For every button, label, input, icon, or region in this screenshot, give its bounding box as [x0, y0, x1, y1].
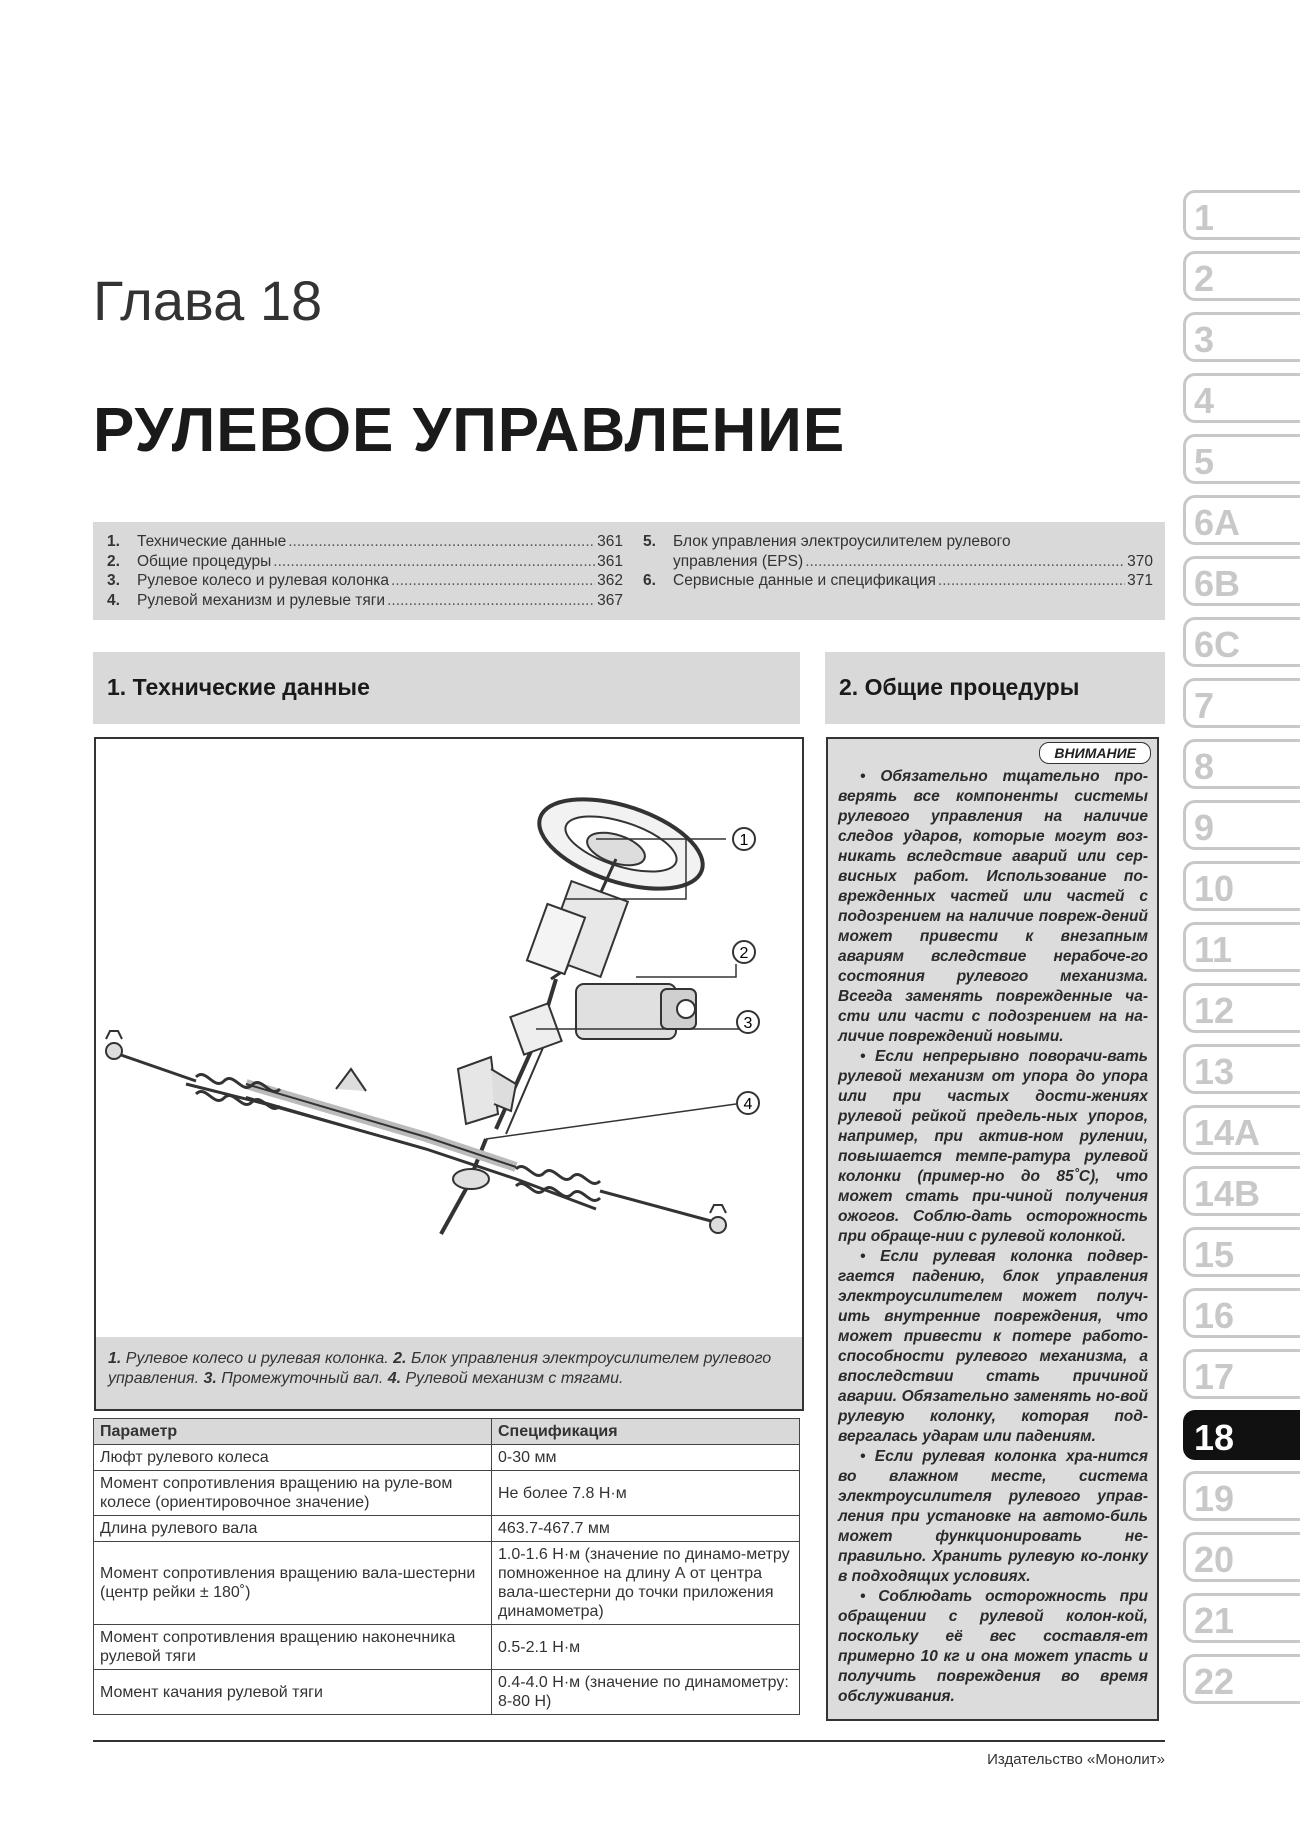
toc-leader — [805, 552, 1125, 572]
figure-caption — [96, 1337, 802, 1409]
toc-item-title: Рулевое колесо и рулевая колонка — [137, 572, 390, 589]
toc-item[interactable] — [643, 532, 1153, 552]
table-row — [94, 1625, 800, 1670]
toc-item-number: 3. — [107, 572, 120, 589]
table-row — [94, 1670, 800, 1715]
section-header-general-procedures — [825, 652, 1165, 724]
toc-leader — [273, 552, 595, 572]
table-cell-parameter: Момент сопротивления вращению вала-шестерни (центр рейки ± 180˚) — [94, 1542, 492, 1625]
toc-item-number: 2. — [107, 552, 120, 570]
toc-item-number: 6. — [643, 572, 656, 589]
chapter-tab-17[interactable]: 17 — [1183, 1349, 1300, 1399]
toc-item-number: 5. — [643, 533, 656, 550]
caption-num-4: 4. — [387, 1370, 402, 1387]
chapter-tab-14a[interactable]: 14A — [1183, 1105, 1300, 1155]
toc-item-page: 362 — [597, 572, 623, 589]
table-row — [94, 1516, 800, 1542]
table-cell-value: Не более 7.8 Н·м — [492, 1471, 800, 1516]
warning-paragraph: • Если рулевая колонка подвер-гается падению, блок управления электроусилителем может получ-ить внутренние повреждения, что может привести к потере работо-способности рулевого механизма, а впоследствии стать причиной аварии. Обязательно заменять но-вой рулевую колонку, которая под-вергалась ударам или падениям. — [838, 1248, 1148, 1445]
toc-item[interactable] — [107, 571, 623, 591]
table-header-row — [94, 1419, 800, 1445]
chapter-tab-15[interactable]: 15 — [1183, 1227, 1300, 1277]
chapter-tab-2[interactable]: 2 — [1183, 251, 1300, 301]
table-row — [94, 1471, 800, 1516]
warning-tag: ВНИМАНИЕ — [1039, 742, 1151, 764]
table-cell-parameter: Момент сопротивления вращению наконечника рулевой тяги — [94, 1625, 492, 1670]
table-cell-parameter: Момент качания рулевой тяги — [94, 1670, 492, 1715]
callout-1: 1 — [739, 832, 749, 849]
chapter-tab-13[interactable]: 13 — [1183, 1044, 1300, 1094]
chapter-tab-16[interactable]: 16 — [1183, 1288, 1300, 1338]
toc-item-page: 361 — [597, 533, 623, 550]
toc-item-page: 370 — [1127, 552, 1153, 570]
callout-2: 2 — [739, 945, 749, 962]
toc-leader — [387, 591, 595, 611]
toc-item-continuation[interactable] — [643, 552, 1153, 572]
toc-item-title-line1: Блок управления электроусилителем рулевого — [673, 533, 1011, 550]
chapter-tab-3[interactable]: 3 — [1183, 312, 1300, 362]
toc-item[interactable] — [643, 571, 1153, 591]
table-cell-parameter: Момент сопротивления вращению на руле-вом колесе (ориентировочное значение) — [94, 1471, 492, 1516]
callouts — [733, 828, 759, 1114]
chapter-tab-6a[interactable]: 6A — [1183, 495, 1300, 545]
caption-num-3: 3. — [203, 1370, 217, 1387]
warning-box — [826, 737, 1159, 1721]
chapter-tabs — [1183, 190, 1300, 1715]
chapter-tab-18-active[interactable]: 18 — [1183, 1410, 1300, 1460]
warning-paragraph: • Обязательно тщательно про-верять все компоненты системы рулевого управления на наличие следов ударов, которые могут воз-никать вследствие аварий или сер-висных работ. Использование по-врежденных частей или частей с подозрением на наличие повреж-дений может привести к внезапным авариям вследствие нерабоче-го состояния рулевого механизма. Всегда заменять поврежденные ча-сти или части с подозрением на на-личие повреждений новыми. — [838, 768, 1148, 1045]
section-title: 1. Технические данные — [107, 674, 370, 700]
publisher-label: Издательство «Монолит» — [987, 1751, 1165, 1768]
chapter-tab-11[interactable]: 11 — [1183, 922, 1300, 972]
table-cell-value: 0.5-2.1 Н·м — [492, 1625, 800, 1670]
chapter-tab-7[interactable]: 7 — [1183, 678, 1300, 728]
toc-item-number: 1. — [107, 533, 120, 550]
table-row — [94, 1542, 800, 1625]
chapter-tab-14b[interactable]: 14B — [1183, 1166, 1300, 1216]
chapter-tab-19[interactable]: 19 — [1183, 1471, 1300, 1521]
warning-paragraph: • Если непрерывно поворачи-вать рулевой механизм от упора до упора или при частых дости-жениях рулевой рейкой предель-ных упоров, например, при актив-ном рулении, повышается темпе-ратура рулевой колонки (пример-но до 85˚С), что может стать при-чиной получения ожогов. Соблю-дать осторожность при обраще-нии с рулевой колонкой. — [838, 1048, 1148, 1245]
steering-system-illustration — [96, 739, 802, 1337]
caption-text-4: Рулевой механизм с тягами. — [401, 1370, 624, 1387]
toc-item[interactable] — [107, 552, 623, 572]
toc-item-page: 367 — [597, 591, 623, 609]
chapter-tab-22[interactable]: 22 — [1183, 1654, 1300, 1704]
chapter-tab-6c[interactable]: 6C — [1183, 617, 1300, 667]
steering-system-figure — [94, 737, 804, 1411]
toc-leader — [288, 532, 595, 552]
chapter-tab-8[interactable]: 8 — [1183, 739, 1300, 789]
chapter-tab-4[interactable]: 4 — [1183, 373, 1300, 423]
toc-item[interactable] — [107, 591, 623, 611]
callout-4: 4 — [743, 1096, 753, 1113]
chapter-tab-21[interactable]: 21 — [1183, 1593, 1300, 1643]
table-cell-value: 463.7-467.7 мм — [492, 1516, 800, 1542]
toc-leader — [938, 571, 1125, 591]
chapter-label: Глава 18 — [93, 269, 323, 332]
specification-table — [93, 1418, 800, 1715]
callout-3: 3 — [743, 1015, 753, 1032]
caption-text-3: Промежуточный вал. — [216, 1370, 388, 1387]
toc-item-page: 361 — [597, 552, 623, 570]
toc-item-title: управления (EPS) — [673, 552, 804, 570]
warning-text — [838, 767, 1148, 1707]
table-row — [94, 1445, 800, 1471]
toc-item-title: Сервисные данные и спецификация — [673, 572, 936, 589]
caption-num-1: 1. — [108, 1350, 122, 1367]
toc-item-page: 371 — [1127, 572, 1153, 589]
toc-leader — [391, 571, 595, 591]
toc-item-title: Общие процедуры — [137, 552, 272, 570]
chapter-tab-6b[interactable]: 6B — [1183, 556, 1300, 606]
table-cell-value: 1.0-1.6 Н·м (значение по динамо-метру помноженное на длину А от центра вала-шестерни до точки приложения динамометра) — [492, 1542, 800, 1625]
toc-item-title: Рулевой механизм и рулевые тяги — [137, 591, 386, 609]
warning-paragraph: • Соблюдать осторожность при обращении с рулевой колон-кой, поскольку её вес составля-ет примерно 10 кг и она может упасть и получить повреждения во время обслуживания. — [838, 1588, 1148, 1705]
caption-text-2: Блок управления электроусилителем рулевого управления. — [108, 1350, 772, 1387]
table-cell-parameter: Длина рулевого вала — [94, 1516, 492, 1542]
table-cell-value: 0-30 мм — [492, 1445, 800, 1471]
chapter-tab-20[interactable]: 20 — [1183, 1532, 1300, 1582]
section-title: 2. Общие процедуры — [839, 674, 1080, 700]
toc-item-title: Технические данные — [137, 533, 287, 550]
chapter-tab-10[interactable]: 10 — [1183, 861, 1300, 911]
warning-paragraph: • Если рулевая колонка хра-нится во влажном месте, система электроусилителя рулевого управ-ления при установке на автомо-биль может функционировать не-правильно. Хранить рулевую ко-лонку в подходящих условиях. — [838, 1448, 1148, 1585]
caption-text-1: Рулевое колесо и рулевая колонка. — [121, 1350, 394, 1367]
chapter-tab-9[interactable]: 9 — [1183, 800, 1300, 850]
table-cell-parameter: Люфт рулевого колеса — [94, 1445, 492, 1471]
chapter-tab-12[interactable]: 12 — [1183, 983, 1300, 1033]
caption-num-2: 2. — [393, 1350, 407, 1367]
footer-divider — [93, 1740, 1165, 1742]
toc-item[interactable] — [107, 532, 623, 552]
table-cell-value: 0.4-4.0 Н·м (значение по динамометру: 8-80 Н) — [492, 1670, 800, 1715]
chapter-tab-1[interactable]: 1 — [1183, 190, 1300, 240]
column-header-specification: Спецификация — [492, 1419, 800, 1445]
toc-item-number: 4. — [107, 591, 120, 609]
chapter-tab-5[interactable]: 5 — [1183, 434, 1300, 484]
chapter-title: РУЛЕВОЕ УПРАВЛЕНИЕ — [93, 396, 846, 465]
column-header-parameter: Параметр — [94, 1419, 492, 1445]
section-header-technical-data — [93, 652, 800, 724]
chapter-toc — [93, 522, 1165, 620]
